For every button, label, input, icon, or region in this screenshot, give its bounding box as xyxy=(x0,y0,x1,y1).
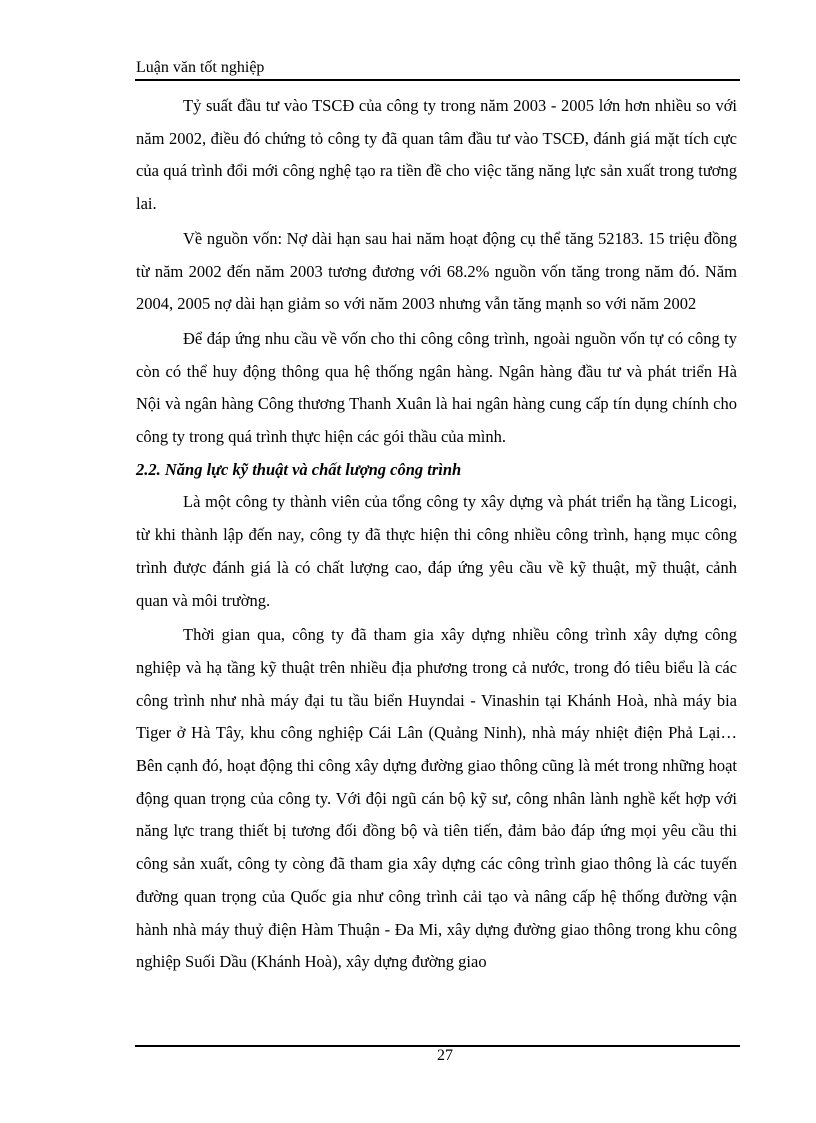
page-body xyxy=(136,90,737,979)
paragraph-company-member: Là một công ty thành viên của tổng công ty xây dựng và phát triển hạ tầng Licogi, từ khi thành lập đến nay, công ty đã thực hiện thi công nhiều công trình, hạng mục công trình được đánh giá là có chất lượng cao, đáp ứng yêu cầu về kỹ thuật, mỹ thuật, cảnh quan và môi trường. xyxy=(136,492,737,610)
page-number: 27 xyxy=(437,1047,453,1064)
paragraph-capital-sources: Về nguồn vốn: Nợ dài hạn sau hai năm hoạt động cụ thể tăng 52183. 15 triệu đồng từ năm 2002 đến năm 2003 tương đương với 68.2% nguồn vốn tăng trong năm đó. Năm 2004, 2005 nợ dài hạn giảm so với năm 2003 nhưng vẫn tăng mạnh so với năm 2002 xyxy=(136,228,737,314)
paragraph-investment-ratio: Tỷ suất đầu tư vào TSCĐ của công ty trong năm 2003 - 2005 lớn hơn nhiều so với năm 2002, điều đó chứng tỏ công ty đã quan tâm đầu tư vào TSCĐ, đánh giá mặt tích cực của quá trình đổi mới công nghệ tạo ra tiền đề cho việc tăng năng lực sản xuất trong tương lai. xyxy=(136,96,737,214)
running-header: Luận văn tốt nghiệp xyxy=(136,59,265,76)
header-divider xyxy=(135,79,740,81)
section-heading: 2.2. Năng lực kỹ thuật và chất lượng công trình xyxy=(136,459,462,479)
paragraph-bank-funding: Để đáp ứng nhu cầu về vốn cho thi công công trình, ngoài nguồn vốn tự có công ty còn có thể huy động thông qua hệ thống ngân hàng. Ngân hàng đầu tư và phát triển Hà Nội và ngân hàng Công thương Thanh Xuân là hai ngân hàng cung cấp tín dụng chính cho công ty trong quá trình thực hiện các gói thầu của mình. xyxy=(136,328,737,447)
paragraph-project-history: Thời gian qua, công ty đã tham gia xây dựng nhiều công trình xây dựng công nghiệp và hạ tầng kỹ thuật trên nhiều địa phương trong cả nước, trong đó tiêu biểu là các công trình như nhà máy đại tu tầu biển Huyndai - Vinashin tại Khánh Hoà, nhà máy bia Tiger ở Hà Tây, khu công nghiệp Cái Lân (Quảng Ninh), nhà máy nhiệt điện Phả Lại… Bên cạnh đó, hoạt động thi công xây dựng đường giao thông cũng là mét trong những hoạt động quan trọng của công ty. Với đội ngũ cán bộ kỹ sư, công nhân lành nghề kết hợp với năng lực trang thiết bị tương đối đồng bộ và tiên tiến, đảm bảo đáp ứng mọi yêu cầu thi công sản xuất, công ty còng đã tham gia xây dựng các công trình giao thông là các tuyến đường quan trọng của Quốc gia như công trình cải tạo và nâng cấp hệ thống đường vận hành nhà máy thuỷ điện Hàm Thuận - Đa Mi, xây dựng đường giao thông trong khu công nghiệp Suối Dầu (Khánh Hoà), xây dựng đường giao xyxy=(136,625,737,972)
